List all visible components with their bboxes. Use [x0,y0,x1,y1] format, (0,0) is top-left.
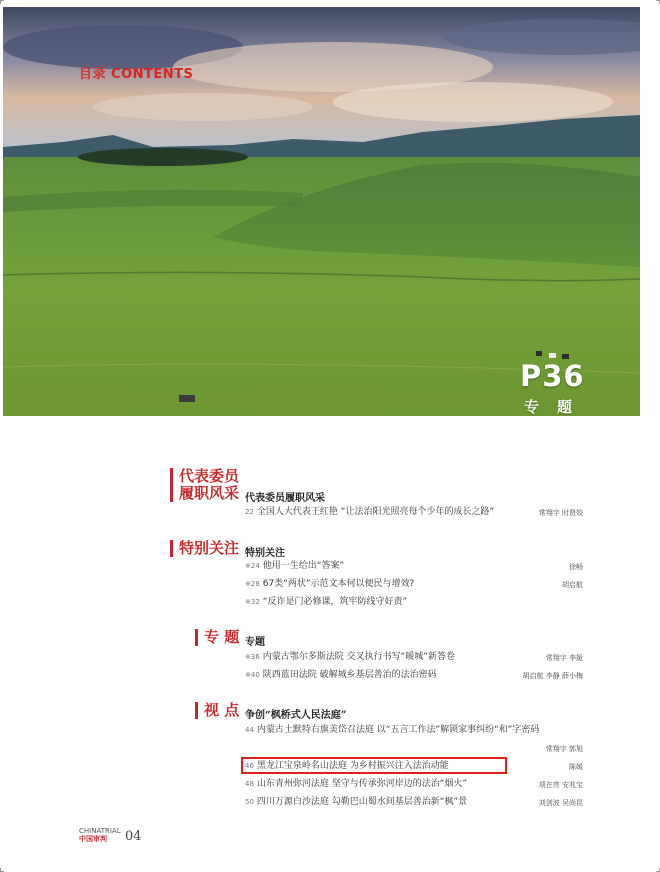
toc-entry[interactable] [245,578,583,590]
toc-entry[interactable] [245,596,583,608]
section-heading: 专题 [245,637,265,648]
entry-title: 内蒙古土默特右旗美岱召法庭 以“五言工作法”解锁家事纠纷“和”字密码 [256,725,540,735]
entry-page: 50 [245,798,254,806]
entry-page: ※40 [245,671,260,679]
section-tag-line: 代表委员 [179,467,240,485]
hero-photo [3,7,640,416]
entry-author: 刘剑波 吴尚昆 [538,799,583,807]
entry-page: 44 [245,726,254,734]
section-tag: 专 题 [195,629,239,646]
magazine-logo [79,827,124,843]
toc-entry[interactable] [245,796,583,808]
entry-page: ※28 [245,580,260,588]
section-topic [170,629,590,684]
section-heading: 争创“枫桥式人民法庭” [245,710,347,721]
section-tag: 视 点 [195,702,239,719]
entry-author: 胡启航 李静 薛小梅 [522,672,583,680]
toc-entry[interactable] [245,560,583,572]
page-number: 04 [125,829,142,844]
entry-title: 陕西蓝田法院 破解城乡基层善治的法治密码 [262,670,437,680]
feature-page-number: P36 [520,359,585,393]
brand-cn: 中国审判 [79,835,107,843]
section-heading: 特别关注 [245,548,285,559]
toc-entry[interactable] [245,506,583,518]
entry-title: 他用一生给出“答案” [262,561,345,571]
entry-author: 徐畅 [569,563,583,571]
feature-label: 专题 [524,398,591,416]
entry-title: 全国人大代表王红艳 “让法治阳光照亮每个少年的成长之路” [256,507,495,517]
brand-en: CHINATRIAL [79,827,121,835]
crop-mark [0,0,1,4]
entry-author: 常翔宇 郭旭 [545,745,583,753]
entry-author: 陈媛 [569,763,583,771]
entry-author: 常翔宇 李娅 [545,654,583,662]
toc-entry[interactable] [245,651,583,663]
entry-page: ※24 [245,562,260,570]
section-deputies [170,468,590,518]
highlight-box [241,757,507,774]
section-tag: 特别关注 [170,540,239,557]
contents-title: 目录 CONTENTS [79,67,194,82]
entry-page: 22 [245,508,254,516]
entry-title: 内蒙古鄂尔多斯法院 交叉执行书写“暖城”新答卷 [262,652,455,662]
section-heading: 代表委员履职风采 [245,493,325,504]
entry-author: 胡启航 [562,581,583,589]
entry-page: ※36 [245,653,260,661]
section-special-focus [170,540,590,610]
entry-page: 46 [245,762,254,770]
entry-author: 项在亮 安兆宝 [538,781,583,789]
toc-entry[interactable] [245,669,583,681]
entry-title: “反诈是门必修课，筑牢防线守好责” [262,597,408,607]
entry-title: 山东青州弥河法庭 坚守与传承弥河岸边的法治“烟火” [256,779,468,789]
toc-entry[interactable] [245,778,583,790]
entry-title: 67类“两状”示范文本何以便民与增效? [262,579,415,589]
section-tag [170,468,239,502]
entry-author: 常翔宇 时贤姣 [538,509,583,517]
entry-page: 48 [245,780,254,788]
toc-entry-author-line [245,742,583,754]
entry-title: 四川万源白沙法庭 勾勒巴山蜀水间基层善治新“枫”景 [256,797,468,807]
entry-page: ※32 [245,598,260,606]
section-tag-line: 履职风采 [179,484,240,502]
crop-mark [0,868,1,872]
entry-title: 黑龙江宝泉岭名山法庭 为乡村振兴注入法治动能 [256,761,449,771]
toc-entry[interactable] [245,724,583,736]
